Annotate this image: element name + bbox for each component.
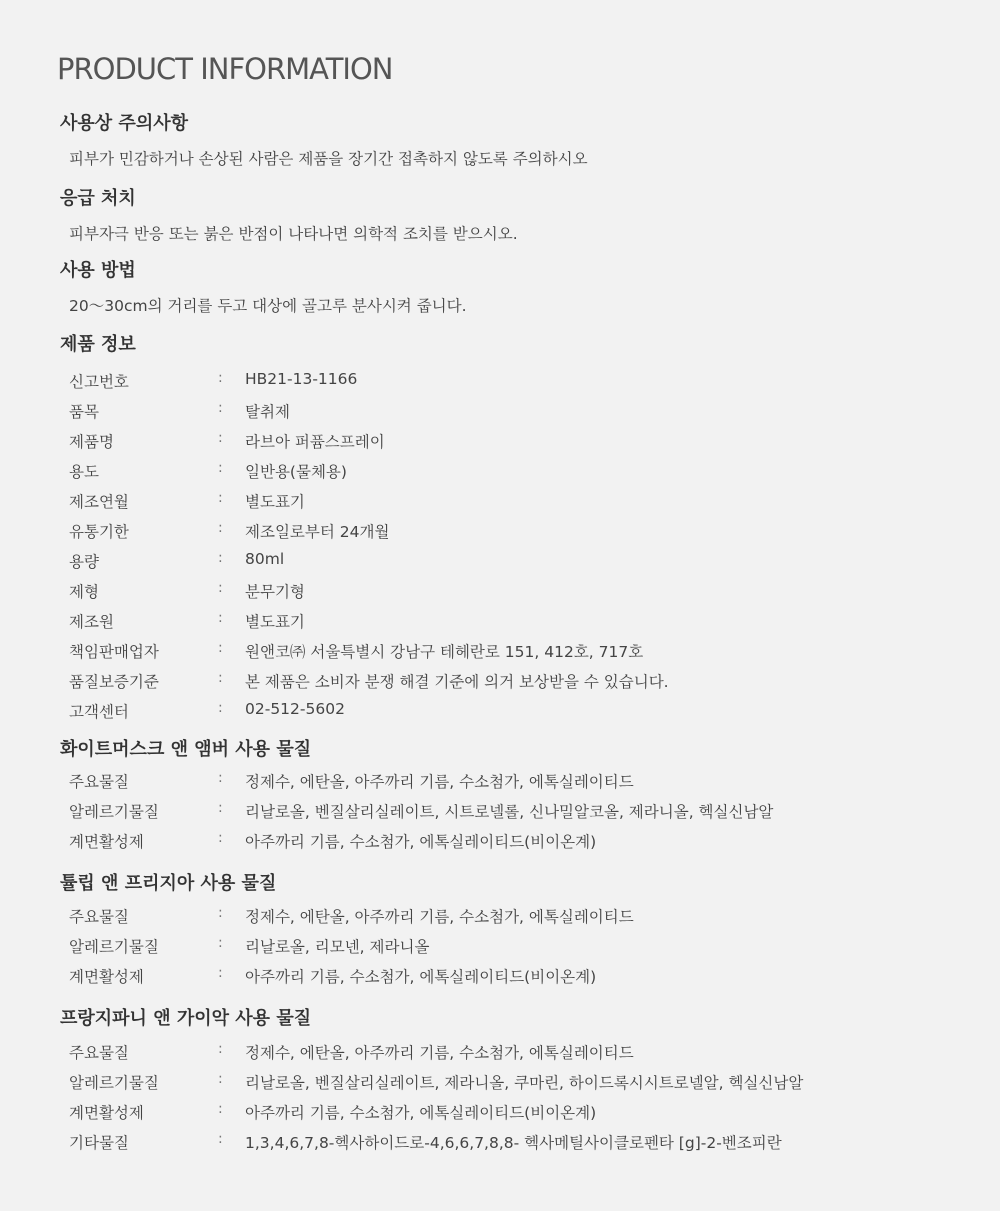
spec-label: 제조원 <box>69 613 114 631</box>
ingredient-value: 정제수, 에탄올, 아주까리 기름, 수소첨가, 에톡실레이티드 <box>245 773 634 791</box>
ingredient-value: 1,3,4,6,7,8-헥사하이드로-4,6,6,7,8,8- 헥사메틸사이클로펜타 [g]-2-벤조피란 <box>245 1134 782 1152</box>
spec-value: 80ml <box>245 550 285 568</box>
product-info-heading: 제품 정보 <box>60 334 136 355</box>
spec-label: 신고번호 <box>69 373 129 391</box>
spec-value: 분무기형 <box>245 583 305 601</box>
spec-label: 용량 <box>69 553 99 571</box>
colon-separator: : <box>218 1041 223 1057</box>
tulip-row-main <box>0 905 1000 929</box>
ingredient-value: 아주까리 기름, 수소첨가, 에톡실레이티드(비이온계) <box>245 968 597 986</box>
colon-separator: : <box>218 610 223 626</box>
colon-separator: : <box>218 490 223 506</box>
colon-separator: : <box>218 1071 223 1087</box>
caution-heading: 사용상 주의사항 <box>60 113 188 134</box>
spec-label: 고객센터 <box>69 703 129 721</box>
colon-separator: : <box>218 370 223 386</box>
ingredient-value: 아주까리 기름, 수소첨가, 에톡실레이티드(비이온계) <box>245 833 597 851</box>
colon-separator: : <box>218 800 223 816</box>
caution-text: 피부가 민감하거나 손상된 사람은 제품을 장기간 접촉하지 않도록 주의하시오 <box>69 150 588 168</box>
spec-value: 탈취제 <box>245 403 290 421</box>
colon-separator: : <box>218 770 223 786</box>
spec-label: 제품명 <box>69 433 114 451</box>
white-musk-heading: 화이트머스크 앤 앰버 사용 물질 <box>60 739 312 760</box>
ingredient-value: 리날로올, 벤질살리실레이트, 제라니올, 쿠마린, 하이드록시시트로넬알, 헥실신남알 <box>245 1074 804 1092</box>
white-musk-row-surfactant <box>0 830 1000 854</box>
colon-separator: : <box>218 965 223 981</box>
frangipani-row-allergens <box>0 1071 1000 1095</box>
frangipani-row-main <box>0 1041 1000 1065</box>
ingredient-label: 알레르기물질 <box>69 1074 159 1092</box>
colon-separator: : <box>218 520 223 536</box>
ingredient-label: 알레르기물질 <box>69 803 159 821</box>
colon-separator: : <box>218 1101 223 1117</box>
frangipani-row-other <box>0 1131 1000 1155</box>
colon-separator: : <box>218 400 223 416</box>
spec-value: 제조일로부터 24개월 <box>245 523 390 541</box>
spec-row-quality-assurance <box>0 670 1000 694</box>
page-title: PRODUCT INFORMATION <box>57 52 393 86</box>
colon-separator: : <box>218 640 223 656</box>
spec-value: 원앤코㈜ 서울특별시 강남구 테헤란로 151, 412호, 717호 <box>245 643 644 661</box>
spec-value: 일반용(물체용) <box>245 463 347 481</box>
colon-separator: : <box>218 670 223 686</box>
colon-separator: : <box>218 430 223 446</box>
colon-separator: : <box>218 905 223 921</box>
white-musk-row-main <box>0 770 1000 794</box>
spec-row-purpose <box>0 460 1000 484</box>
spec-row-product-name <box>0 430 1000 454</box>
ingredient-value: 아주까리 기름, 수소첨가, 에톡실레이티드(비이온계) <box>245 1104 597 1122</box>
colon-separator: : <box>218 830 223 846</box>
spec-value: 본 제품은 소비자 분쟁 해결 기준에 의거 보상받을 수 있습니다. <box>245 673 669 691</box>
spec-label: 제조연월 <box>69 493 129 511</box>
spec-row-expiry <box>0 520 1000 544</box>
spec-row-manufacturer <box>0 610 1000 634</box>
spec-value: 라브아 퍼퓸스프레이 <box>245 433 385 451</box>
ingredient-value: 정제수, 에탄올, 아주까리 기름, 수소첨가, 에톡실레이티드 <box>245 908 634 926</box>
white-musk-row-allergens <box>0 800 1000 824</box>
colon-separator: : <box>218 460 223 476</box>
ingredient-value: 정제수, 에탄올, 아주까리 기름, 수소첨가, 에톡실레이티드 <box>245 1044 634 1062</box>
ingredient-label: 주요물질 <box>69 1044 129 1062</box>
spec-value: HB21-13-1166 <box>245 370 358 388</box>
ingredient-value: 리날로올, 벤질살리실레이트, 시트로넬롤, 신나밀알코올, 제라니올, 헥실신남알 <box>245 803 774 821</box>
frangipani-heading: 프랑지파니 앤 가이악 사용 물질 <box>60 1008 312 1029</box>
ingredient-value: 리날로올, 리모넨, 제라니올 <box>245 938 430 956</box>
colon-separator: : <box>218 550 223 566</box>
colon-separator: : <box>218 700 223 716</box>
spec-row-distributor <box>0 640 1000 664</box>
spec-label: 제형 <box>69 583 99 601</box>
frangipani-row-surfactant <box>0 1101 1000 1125</box>
ingredient-label: 알레르기물질 <box>69 938 159 956</box>
spec-label: 품목 <box>69 403 99 421</box>
ingredient-label: 기타물질 <box>69 1134 129 1152</box>
colon-separator: : <box>218 935 223 951</box>
usage-text: 20～30cm의 거리를 두고 대상에 골고루 분사시켜 줍니다. <box>69 297 467 315</box>
first-aid-text: 피부자극 반응 또는 붉은 반점이 나타나면 의학적 조치를 받으시오. <box>69 225 518 243</box>
spec-row-volume <box>0 550 1000 574</box>
spec-row-customer-center <box>0 700 1000 724</box>
ingredient-label: 계면활성제 <box>69 833 144 851</box>
usage-heading: 사용 방법 <box>60 260 136 281</box>
spec-label: 유통기한 <box>69 523 129 541</box>
tulip-heading: 튤립 앤 프리지아 사용 물질 <box>60 873 277 894</box>
spec-label: 책임판매업자 <box>69 643 159 661</box>
ingredient-label: 계면활성제 <box>69 1104 144 1122</box>
spec-value: 별도표기 <box>245 613 305 631</box>
spec-value: 02-512-5602 <box>245 700 345 718</box>
ingredient-label: 주요물질 <box>69 908 129 926</box>
spec-row-manufacture-date <box>0 490 1000 514</box>
colon-separator: : <box>218 1131 223 1147</box>
tulip-row-allergens <box>0 935 1000 959</box>
spec-row-report-number <box>0 370 1000 394</box>
spec-row-item <box>0 400 1000 424</box>
ingredient-label: 주요물질 <box>69 773 129 791</box>
first-aid-heading: 응급 처치 <box>60 188 136 209</box>
tulip-row-surfactant <box>0 965 1000 989</box>
spec-label: 용도 <box>69 463 99 481</box>
spec-value: 별도표기 <box>245 493 305 511</box>
ingredient-label: 계면활성제 <box>69 968 144 986</box>
colon-separator: : <box>218 580 223 596</box>
spec-row-form <box>0 580 1000 604</box>
spec-label: 품질보증기준 <box>69 673 159 691</box>
